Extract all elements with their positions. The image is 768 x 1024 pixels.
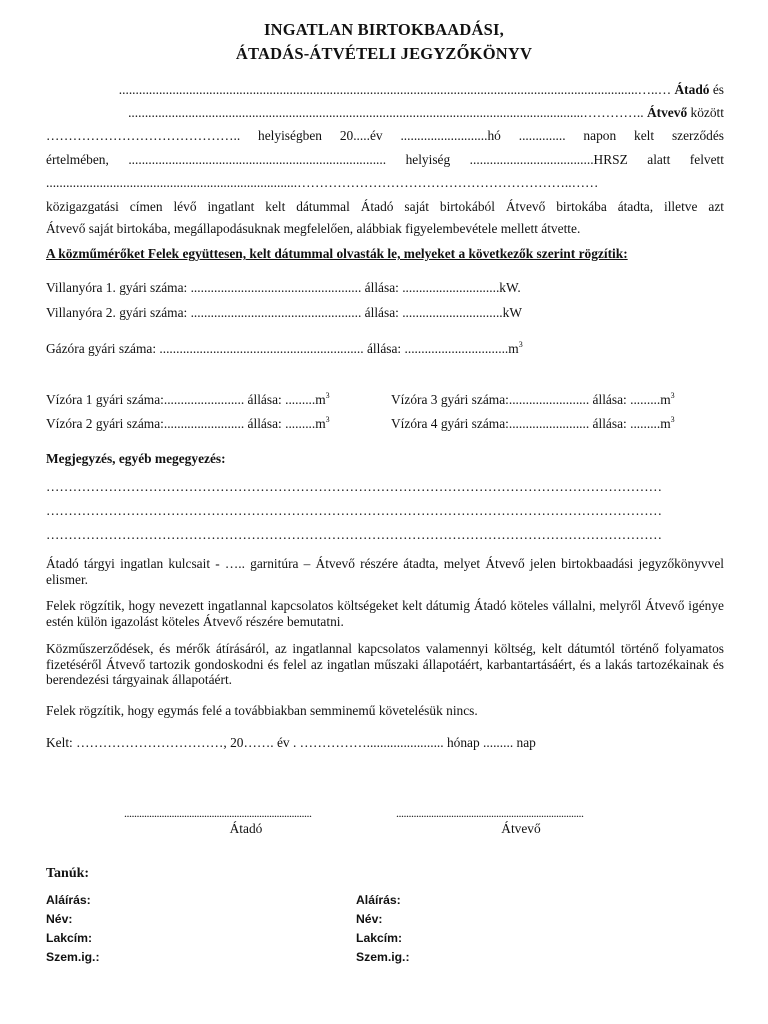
paragraph-costs: Felek rögzítik, hogy nevezett ingatlannal kapcsolatos költségeket kelt dátumig Átadó köteles vállalni, melyről Átvevő igénye estén külön igazolást köteles Átvevő részére bemutatni. (46, 598, 724, 629)
witnesses-heading: Tanúk: (46, 866, 90, 881)
water-meter-4-row: Vízóra 4 gyári száma:........................ állása: $.........m^3$ (391, 415, 675, 431)
intro-line-2: ........................................................................................................................................………….. Átvevő között (128, 105, 724, 120)
water-meter-1-row: Vízóra 1 gyári száma:........................ állása: $.........m^3$ (46, 391, 330, 407)
paragraph-utilities: Közműszerződések, és mérők átírásáról, az ingatlannal kapcsolatos valamennyi költség, kelt dátumtól történő folyamatos fizetéséről Átvevő tartozik gondoskodni és felel az ingatlan műszaki állapotáért, karbantartásáért, és a lakás tartozékainak és berendezési tárgyainak állapotáért. (46, 641, 724, 687)
date-line: Kelt: ……………………………, 20……. év . ……………....................... hónap ......... nap (46, 735, 536, 750)
meters-heading: A közműmérőket Felek együttesen, kelt dátummal olvasták le, melyeket a következők szerint rögzítik: (46, 246, 628, 261)
gas-meter-row: Gázóra gyári száma: ............................................................. állása: $...............................m^3$ (46, 340, 523, 356)
witness-2-id-label: Szem.ig.: (356, 950, 410, 964)
witness-1-id-label: Szem.ig.: (46, 950, 100, 964)
witness-2-name-label: Név: (356, 912, 383, 926)
document-title-line-1: INGATLAN BIRTOKBAADÁSI, (264, 20, 504, 39)
notes-line-2: ………………………………………………………………………………………………………………………… (46, 503, 662, 518)
notes-heading: Megjegyzés, egyéb megegyezés: (46, 451, 226, 466)
water-meter-3-row: Vízóra 3 gyári száma:........................ állása: $.........m^3$ (391, 391, 675, 407)
document-title-line-2: ÁTADÁS-ÁTVÉTELI JEGYZŐKÖNYV (235, 44, 533, 63)
paragraph-no-claims: Felek rögzítik, hogy egymás felé a továbbiakban semminemű követelésük nincs. (46, 703, 478, 718)
witness-1-address-label: Lakcím: (46, 931, 93, 945)
signature-label-atado: Átadó (229, 821, 263, 836)
witness-2-signature-label: Aláírás: (356, 893, 401, 907)
signature-line-atvevo: ........................................................................... (396, 806, 584, 820)
water-meter-2-row: Vízóra 2 gyári száma:........................ állása: $.........m^3$ (46, 415, 330, 431)
signature-line-atado: ........................................................................... (124, 806, 312, 820)
signature-label-atvevo: Átvevő (501, 821, 541, 836)
electric-meter-1-row: Villanyóra 1. gyári száma: ................................................... állása: .............................kW. (46, 280, 521, 295)
notes-line-1: ………………………………………………………………………………………………………………………… (46, 479, 662, 494)
intro-line-4: értelmében, ............................................................................. helyiség .....................................HRSZ alatt felvett (46, 152, 724, 167)
electric-meter-2-row: Villanyóra 2. gyári száma: ................................................... állása: ..............................kW (46, 305, 522, 320)
intro-line-7: Átvevő saját birtokába, megállapodásuknak megfelelően, alábbiak figyelembevétele mellett átvette. (46, 221, 581, 236)
intro-line-1: ...........................................................................................................................................................…..… Átadó és (118, 82, 724, 97)
intro-line-6: közigazgatási címen lévő ingatlant kelt dátummal Átadó saját birtokából Átvevő birtokába átadta, illetve azt (46, 199, 724, 214)
intro-line-3: …………………………………….. helyiségben 20.....év ..........................hó .............. napon kelt szerződés (46, 128, 724, 143)
paragraph-keys: Átadó tárgyi ingatlan kulcsait - ….. garnitúra – Átvevő részére átadta, melyet Átvevő jelen birtokbaadási jegyzőkönyvvel elismer. (46, 556, 724, 587)
witness-1-name-label: Név: (46, 912, 73, 926)
witness-1-signature-label: Aláírás: (46, 893, 91, 907)
witness-2-address-label: Lakcím: (356, 931, 403, 945)
cube-exponent: 3 (518, 340, 523, 349)
notes-line-3: ………………………………………………………………………………………………………………………… (46, 527, 662, 542)
intro-line-5: ...........................................................................……………………………………………………..…… (46, 175, 599, 190)
